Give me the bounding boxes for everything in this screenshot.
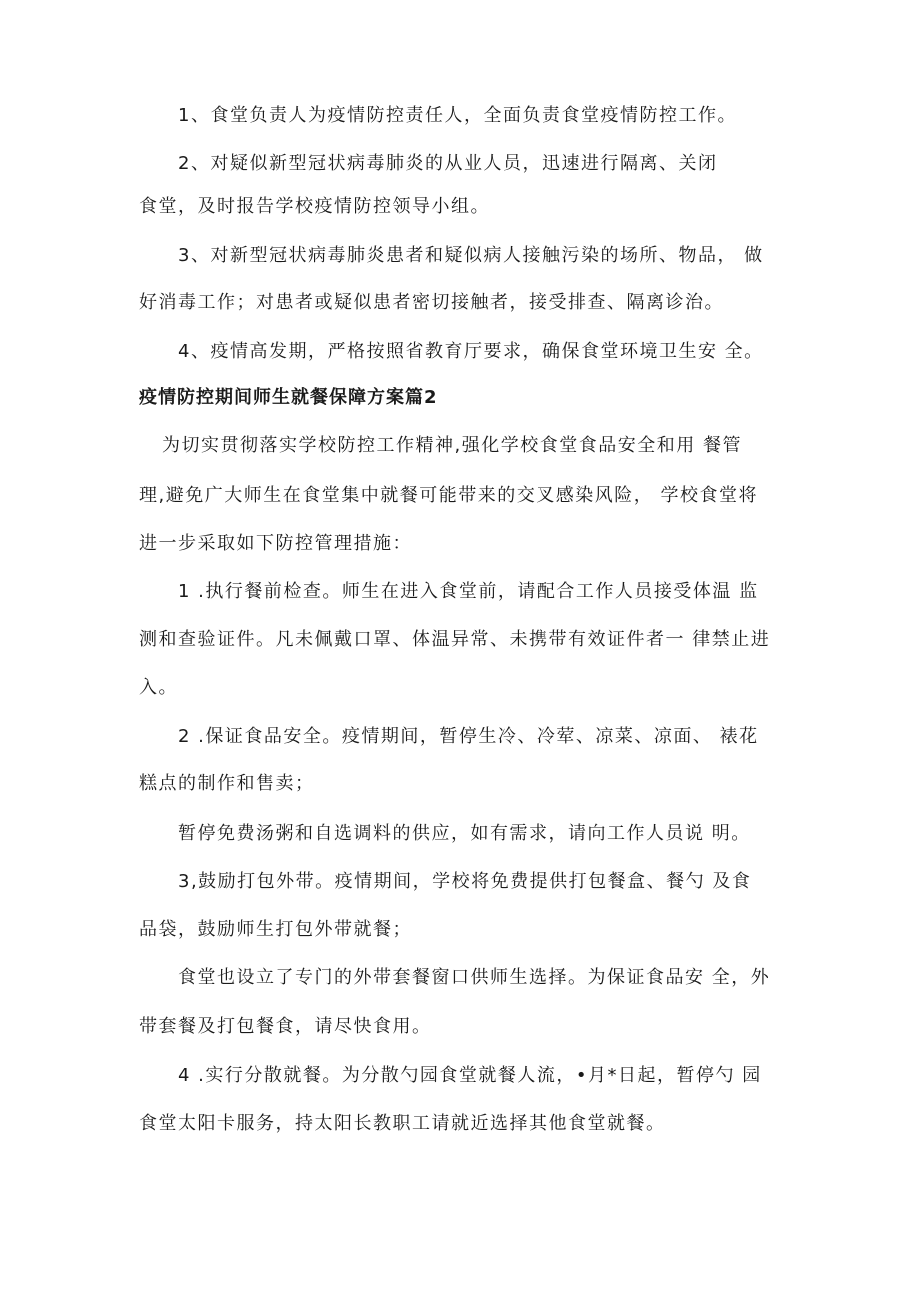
measure-1-line-1: 1 .执行餐前检查。师生在进入食堂前，请配合工作人员接受体温 监 bbox=[178, 581, 759, 602]
intro-line-2: 理,避免广大师生在食堂集中就餐可能带来的交叉感染风险， 学校食堂将 bbox=[139, 485, 758, 506]
paragraph-item-2-line-2: 食堂，及时报告学校疫情防控领导小组。 bbox=[139, 196, 490, 217]
measure-1-line-2: 测和查验证件。凡未佩戴口罩、体温异常、未携带有效证件者一 律禁止进 bbox=[139, 629, 771, 650]
intro-line-3: 进一步采取如下防控管理措施： bbox=[139, 533, 412, 554]
paragraph-item-3-line-1: 3、对新型冠状病毒肺炎患者和疑似病人接触污染的场所、物品， 做 bbox=[178, 245, 764, 266]
measure-4-line-1: 4 .实行分散就餐。为分散勺园食堂就餐人流，•月*日起，暂停勺 园 bbox=[178, 1065, 762, 1086]
measure-3-line-2: 品袋，鼓励师生打包外带就餐； bbox=[139, 919, 412, 940]
section-heading: 疫情防控期间师生就餐保障方案篇2 bbox=[139, 387, 438, 408]
measure-3-line-4: 带套餐及打包餐食，请尽快食用。 bbox=[139, 1016, 432, 1037]
paragraph-item-2-line-1: 2、对疑似新型冠状病毒肺炎的从业人员，迅速进行隔离、关闭 bbox=[178, 153, 718, 174]
measure-3-line-3: 食堂也设立了专门的外带套餐窗口供师生选择。为保证食品安 全，外 bbox=[178, 967, 771, 988]
measure-2-line-3: 暂停免费汤粥和自选调料的供应，如有需求，请向工作人员说 明。 bbox=[178, 823, 751, 844]
paragraph-item-3-line-2: 好消毒工作；对患者或疑似患者密切接触者，接受排查、隔离诊治。 bbox=[139, 292, 724, 313]
measure-3-line-1: 3,鼓励打包外带。疫情期间，学校将免费提供打包餐盒、餐勺 及食 bbox=[178, 871, 752, 892]
paragraph-item-1: 1、食堂负责人为疫情防控责任人，全面负责食堂疫情防控工作。 bbox=[178, 105, 737, 126]
measure-1-line-3: 入。 bbox=[139, 677, 178, 698]
paragraph-item-4: 4、疫情高发期，严格按照省教育厅要求，确保食堂环境卫生安 全。 bbox=[178, 341, 764, 362]
intro-line-1: 为切实贯彻落实学校防控工作精神,强化学校食堂食品安全和用 餐管 bbox=[162, 435, 742, 456]
measure-2-line-1: 2 .保证食品安全。疫情期间，暂停生冷、冷荤、凉菜、凉面、 裱花 bbox=[178, 726, 759, 747]
measure-2-line-2: 糕点的制作和售卖； bbox=[139, 773, 315, 794]
measure-4-line-2: 食堂太阳卡服务，持太阳长教职工请就近选择其他食堂就餐。 bbox=[139, 1113, 666, 1134]
